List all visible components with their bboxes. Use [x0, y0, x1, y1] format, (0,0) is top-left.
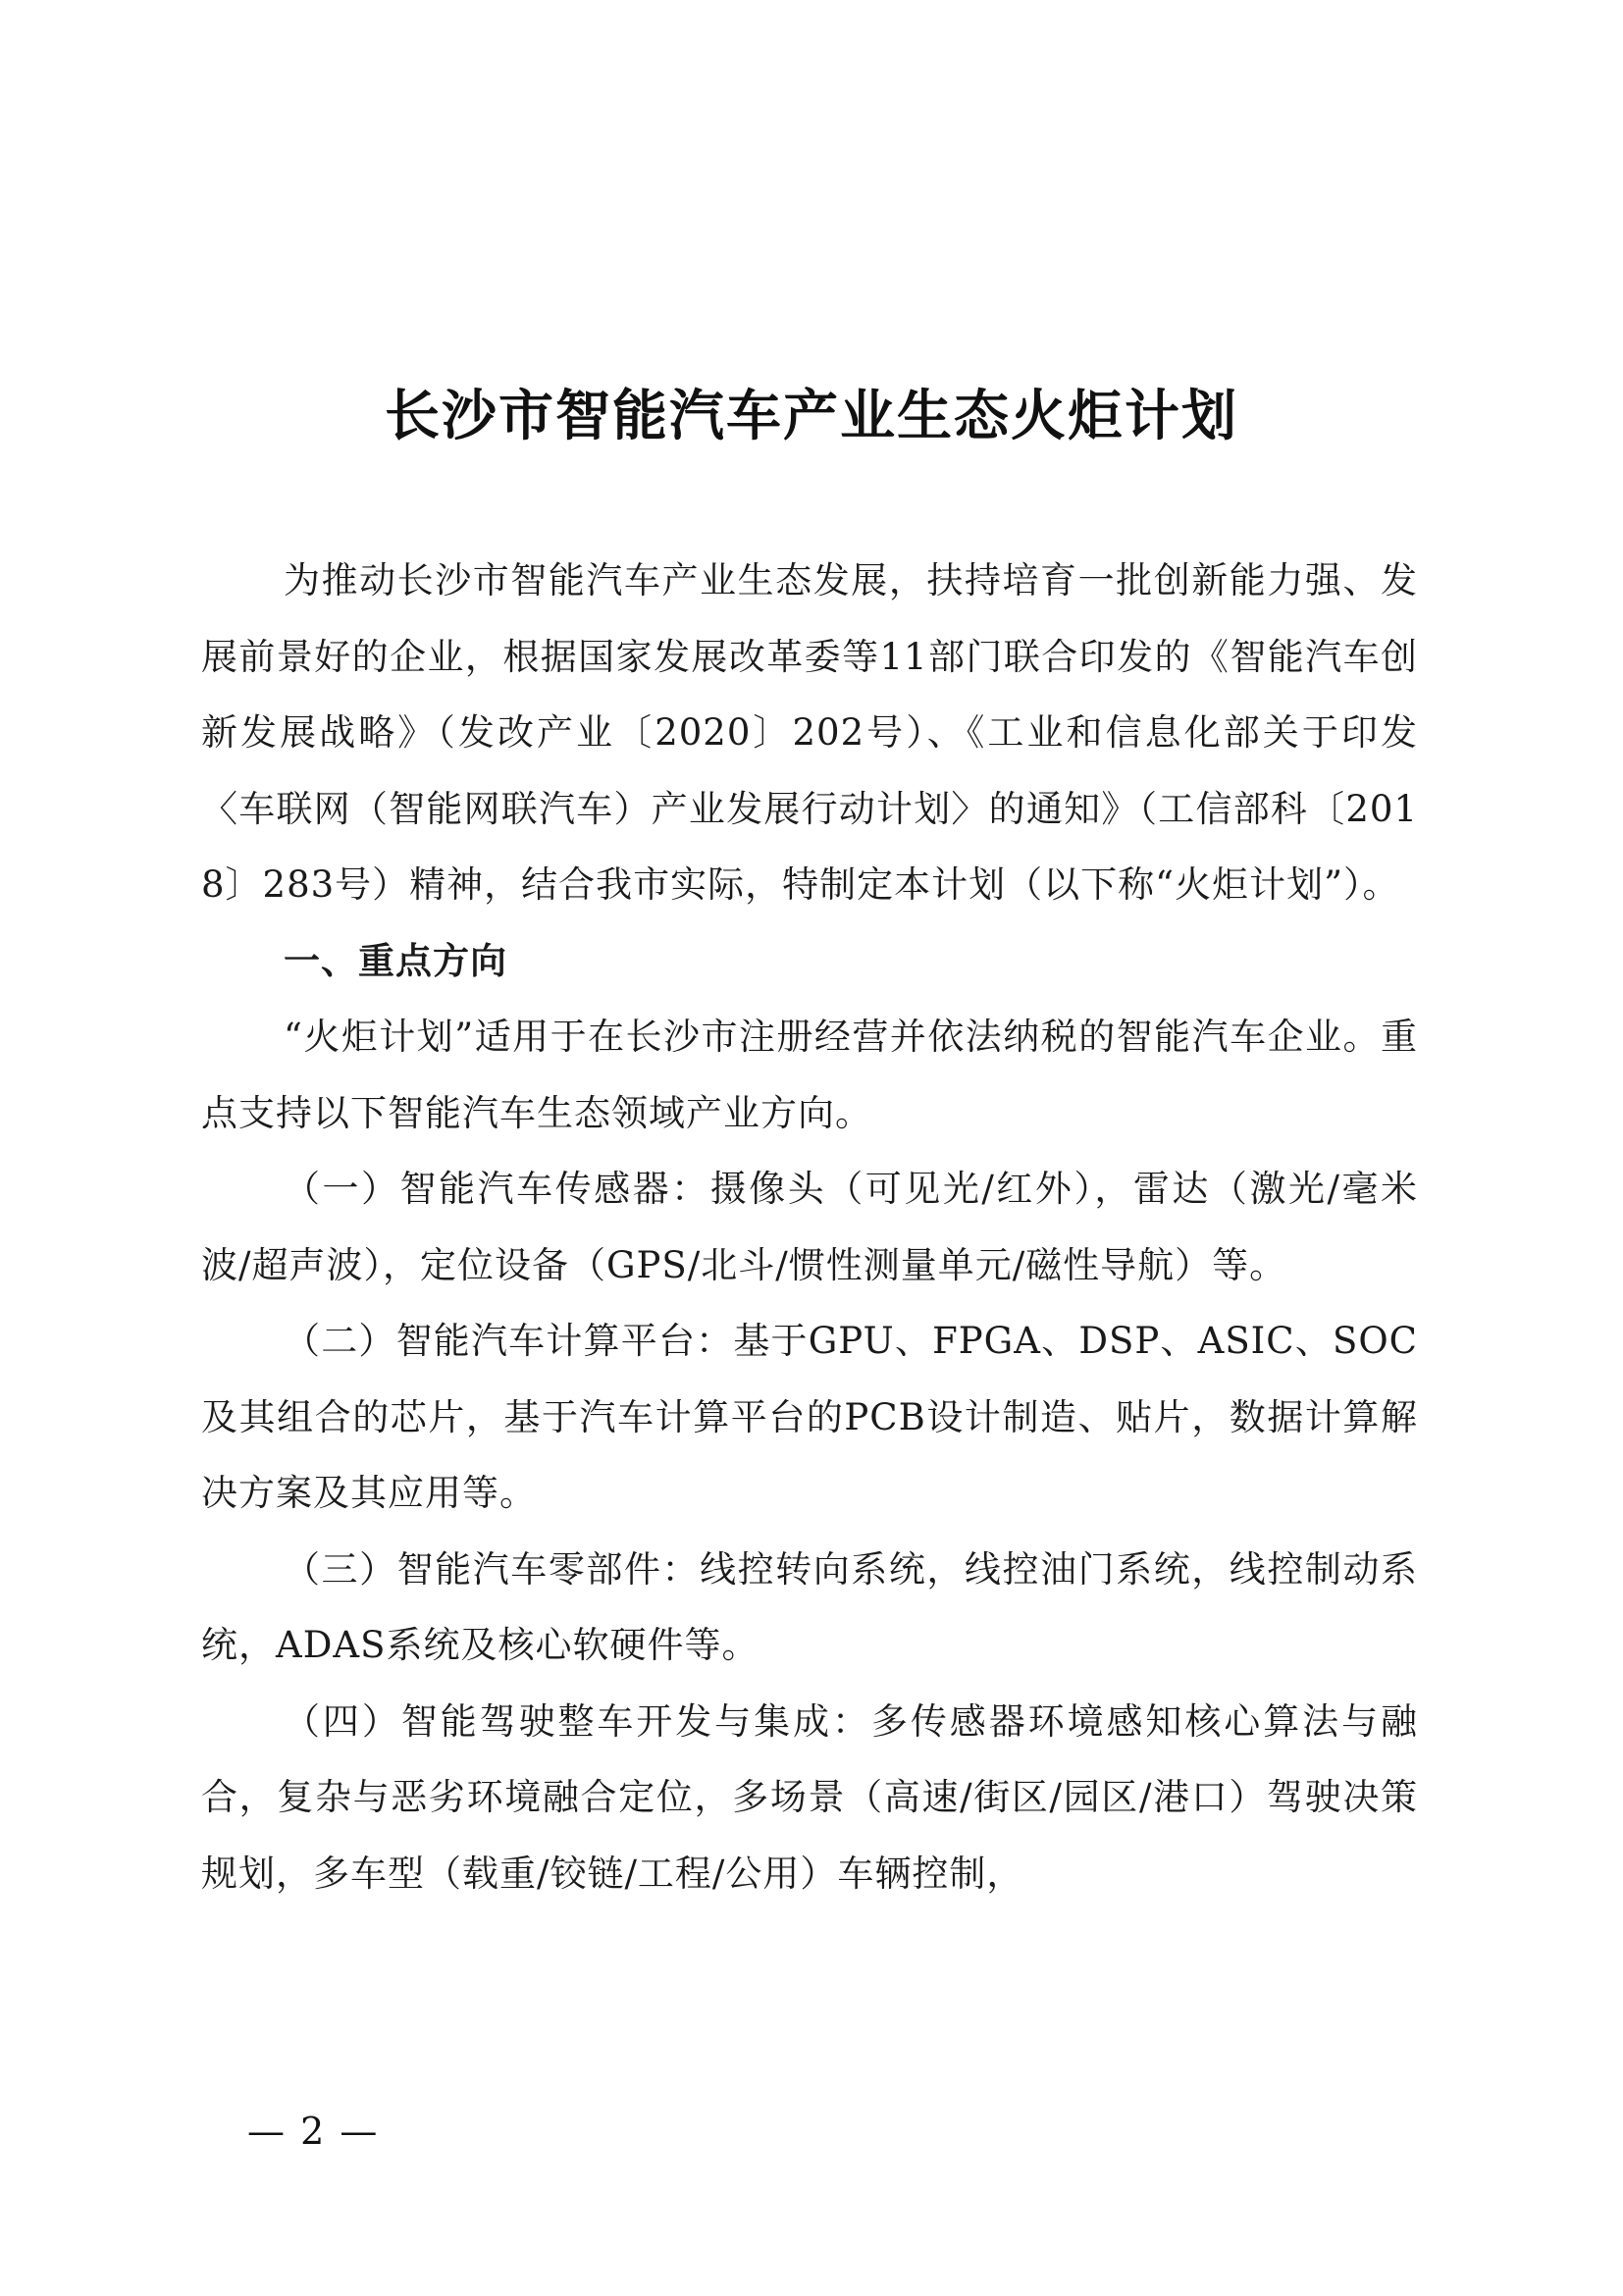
- page-number: — 2 —: [247, 2110, 380, 2153]
- list-item-components: （三）智能汽车零部件：线控转向系统，线控油门系统，线控制动系统，ADAS系统及核心软硬件等。: [201, 1547, 1418, 1666]
- section-intro-paragraph: “火炬计划”适用于在长沙市注册经营并依法纳税的智能汽车企业。重点支持以下智能汽车生态领域产业方向。: [201, 1016, 1418, 1134]
- document-body: [201, 543, 1418, 1911]
- list-item-computing-platform: （二）智能汽车计算平台：基于GPU、FPGA、DSP、ASIC、SOC及其组合的芯片，基于汽车计算平台的PCB设计制造、贴片，数据计算解决方案及其应用等。: [201, 1320, 1418, 1514]
- list-item-sensors: （一）智能汽车传感器：摄像头（可见光/红外），雷达（激光/毫米波/超声波），定位设备（GPS/北斗/惯性测量单元/磁性导航）等。: [201, 1168, 1418, 1286]
- preamble-paragraph: 为推动长沙市智能汽车产业生态发展，扶持培育一批创新能力强、发展前景好的企业，根据国家发展改革委等11部门联合印发的《智能汽车创新发展战略》（发改产业〔2020〕202号）、《工业和信息化部关于印发〈车联网（智能网联汽车）产业发展行动计划〉的通知》（工信部科〔2018〕283号）精神，结合我市实际，特制定本计划（以下称“火炬计划”）。: [201, 559, 1418, 906]
- document-title: 长沙市智能汽车产业生态火炬计划: [385, 385, 1238, 448]
- section-heading-key-directions: 一、重点方向: [284, 939, 507, 982]
- list-item-vehicle-integration: （四）智能驾驶整车开发与集成：多传感器环境感知核心算法与融合，复杂与恶劣环境融合定位，多场景（高速/街区/园区/港口）驾驶决策规划，多车型（载重/铰链/工程/公用）车辆控制，: [201, 1699, 1418, 1895]
